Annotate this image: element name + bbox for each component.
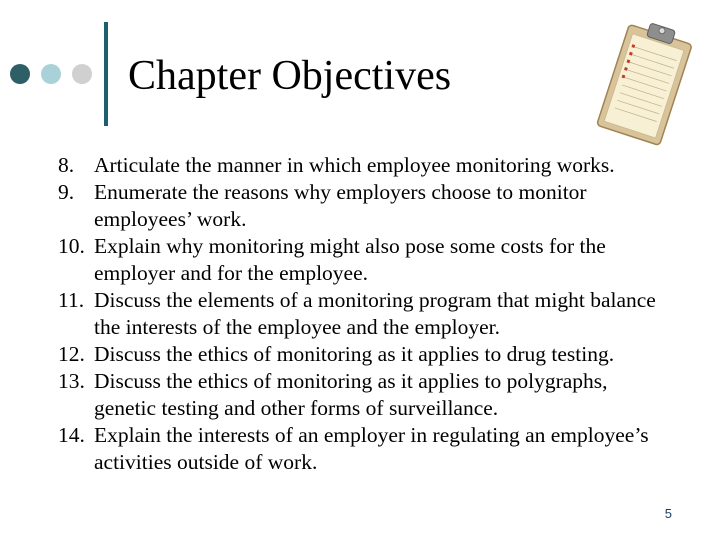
slide-title: Chapter Objectives (128, 53, 452, 99)
objective-text: Discuss the ethics of monitoring as it applies to drug testing. (94, 342, 615, 366)
objective-number: 8. (58, 153, 75, 177)
accent-bar (104, 22, 108, 126)
objective-item (58, 422, 668, 476)
decorative-dots (0, 0, 110, 140)
objective-number: 13. (58, 369, 85, 393)
objective-text: Enumerate the reasons why employers choose to monitor employees’ work. (94, 180, 587, 231)
page-number: 5 (664, 506, 672, 521)
objectives-list (58, 152, 668, 476)
dot-light (72, 64, 92, 84)
dot-dark (10, 64, 30, 84)
objective-text: Explain why monitoring might also pose some costs for the employer and for the employee. (94, 234, 606, 285)
objective-number: 10. (58, 234, 85, 258)
objective-item (58, 233, 668, 287)
objective-text: Articulate the manner in which employee monitoring works. (94, 153, 615, 177)
objective-number: 11. (58, 288, 85, 312)
objective-text: Discuss the ethics of monitoring as it applies to polygraphs, genetic testing and other forms of surveillance. (94, 369, 608, 420)
objective-text: Discuss the elements of a monitoring program that might balance the interests of the employee and the employer. (94, 288, 656, 339)
objective-item (58, 152, 668, 179)
objective-item (58, 287, 668, 341)
objective-number: 9. (58, 180, 75, 204)
objective-text: Explain the interests of an employer in regulating an employee’s activities outside of work. (94, 423, 649, 474)
dot-mid (41, 64, 61, 84)
objective-item (58, 341, 668, 368)
clipboard-icon (590, 18, 700, 148)
objective-item (58, 179, 668, 233)
objective-item (58, 368, 668, 422)
objective-number: 12. (58, 342, 85, 366)
objective-number: 14. (58, 423, 85, 447)
